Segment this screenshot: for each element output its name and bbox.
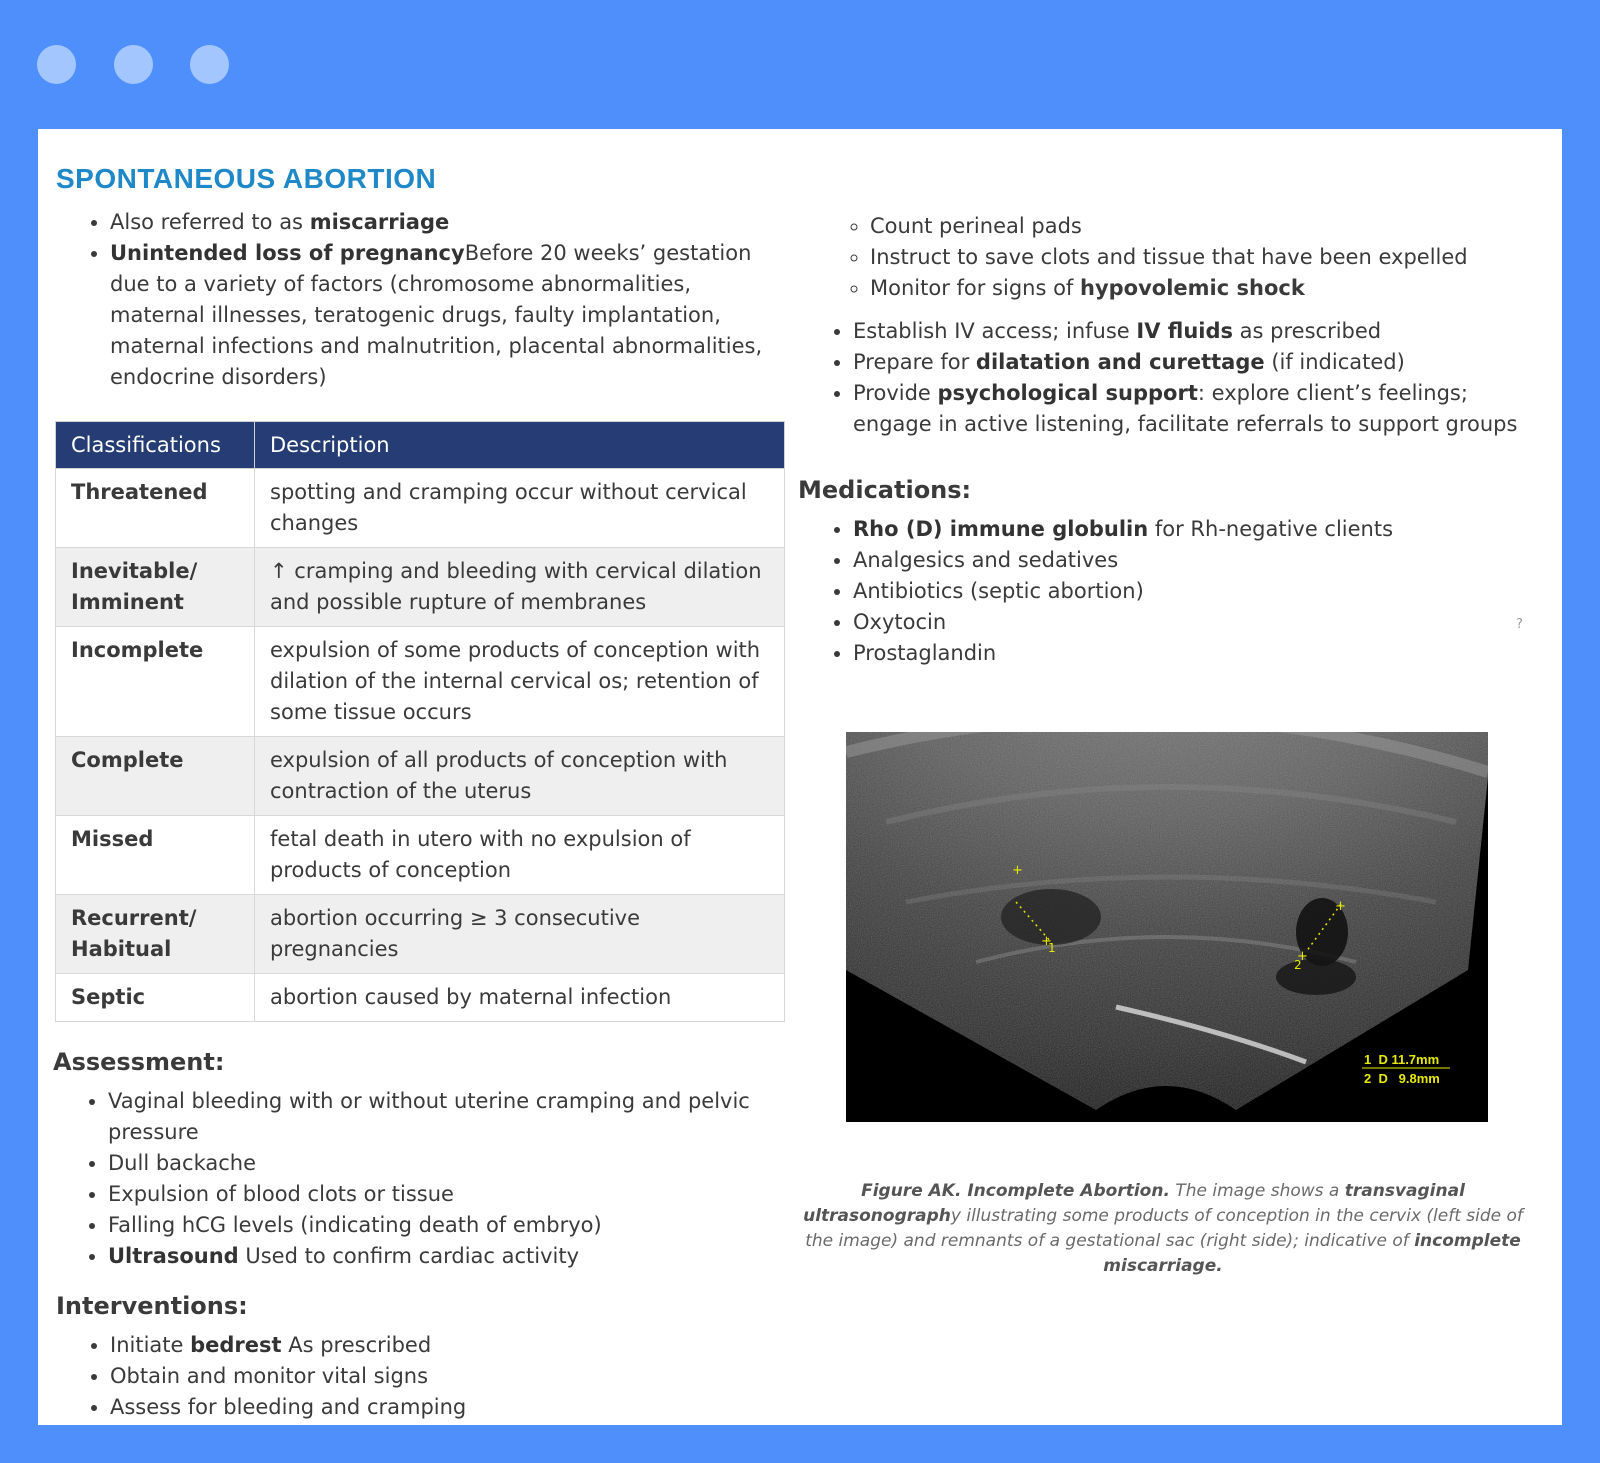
list-item bbox=[110, 207, 778, 238]
medications-heading: Medications: bbox=[798, 476, 972, 504]
item-text: Prepare for bbox=[853, 350, 976, 374]
item-text: Dull backache bbox=[108, 1151, 257, 1175]
table-header-row bbox=[56, 422, 785, 469]
caption-text: y illustrating some products of conception in the cervix (left side of the image) and remnants of a gestational sac (right side); indicative of bbox=[805, 1206, 1523, 1251]
item-bold-text: bedrest bbox=[190, 1333, 282, 1357]
item-text: Falling hCG levels (indicating death of embryo) bbox=[108, 1213, 602, 1237]
svg-text:+: + bbox=[1012, 863, 1023, 878]
item-text: Vaginal bleeding with or without uterine cramping and pelvic pressure bbox=[108, 1089, 750, 1144]
item-bold-text: Unintended loss of pregnancy bbox=[110, 241, 465, 265]
item-bold-text: dilatation and curettage bbox=[975, 350, 1265, 374]
classification-cell: Septic bbox=[56, 974, 255, 1022]
marker-1-label: 1 bbox=[1048, 941, 1056, 955]
item-text: Instruct to save clots and tissue that have been expelled bbox=[870, 245, 1468, 269]
list-item bbox=[108, 1086, 778, 1148]
caption-text: The image shows a bbox=[1169, 1181, 1345, 1201]
table-row bbox=[56, 737, 785, 816]
measurement-2: 2 D 9.8mm bbox=[1364, 1071, 1440, 1086]
item-text: as prescribed bbox=[1233, 319, 1382, 343]
item-text: Assess for bleeding and cramping bbox=[110, 1395, 467, 1419]
item-text: Analgesics and sedatives bbox=[853, 548, 1119, 572]
item-text: As prescribed bbox=[281, 1333, 432, 1357]
classification-cell: Threatened bbox=[56, 469, 255, 548]
svg-text:+: + bbox=[1335, 899, 1346, 914]
classification-cell: Recurrent/ Habitual bbox=[56, 895, 255, 974]
caption-label: Figure AK. Incomplete Abortion. bbox=[861, 1181, 1170, 1201]
description-cell: ↑ cramping and bleeding with cervical dilation and possible rupture of membranes bbox=[255, 548, 785, 627]
table-row bbox=[56, 895, 785, 974]
ultrasound-graphic bbox=[846, 732, 1488, 1122]
list-item bbox=[853, 576, 1528, 607]
svg-text:+: + bbox=[1041, 934, 1052, 949]
figure-caption bbox=[803, 1179, 1523, 1279]
table-row bbox=[56, 469, 785, 548]
medications-list bbox=[798, 514, 1528, 669]
interventions-more-list bbox=[798, 316, 1528, 440]
right-column bbox=[798, 207, 1528, 669]
item-text: Used to confirm cardiac activity bbox=[238, 1244, 580, 1268]
list-item bbox=[853, 347, 1528, 378]
classification-cell: Incomplete bbox=[56, 627, 255, 737]
item-text: (if indicated) bbox=[1264, 350, 1405, 374]
item-text: Oxytocin bbox=[853, 610, 947, 634]
list-item bbox=[110, 1361, 778, 1392]
description-cell: fetal death in utero with no expulsion of products of conception bbox=[255, 816, 785, 895]
ultrasound-image bbox=[846, 732, 1488, 1122]
classification-cell: Inevitable/ Imminent bbox=[56, 548, 255, 627]
description-cell: expulsion of all products of conception with contraction of the uterus bbox=[255, 737, 785, 816]
item-text: Establish IV access; infuse bbox=[853, 319, 1137, 343]
caption-bold-text: incomplete miscarriage. bbox=[1103, 1231, 1521, 1276]
item-text: Obtain and monitor vital signs bbox=[110, 1364, 429, 1388]
table-row bbox=[56, 974, 785, 1022]
assessment-list bbox=[53, 1086, 778, 1272]
item-bold-text: miscarriage bbox=[309, 210, 450, 234]
classification-cell: Complete bbox=[56, 737, 255, 816]
item-bold-text: Ultrasound bbox=[108, 1244, 239, 1268]
table-row bbox=[56, 627, 785, 737]
list-item bbox=[853, 316, 1528, 347]
caption-bold-text: transvaginal ultrasonograph bbox=[803, 1181, 1465, 1226]
item-text: for Rh-negative clients bbox=[1148, 517, 1394, 541]
item-text: Also referred to as bbox=[110, 210, 310, 234]
window-dot[interactable] bbox=[190, 45, 229, 84]
classification-cell: Missed bbox=[56, 816, 255, 895]
list-item bbox=[853, 378, 1528, 440]
list-item bbox=[870, 211, 1528, 242]
left-column bbox=[53, 207, 778, 1423]
window-dot[interactable] bbox=[114, 45, 153, 84]
item-text: Provide bbox=[853, 381, 938, 405]
document-page bbox=[38, 129, 1562, 1425]
item-text: Expulsion of blood clots or tissue bbox=[108, 1182, 454, 1206]
item-text: Before 20 weeks’ gestation due to a variety of factors (chromosome abnormalities, maternal illnesses, teratogenic drugs, faulty implantation, maternal infections and malnutrition, placental abnormalities, endocrine disorders) bbox=[110, 241, 763, 389]
list-item bbox=[108, 1179, 778, 1210]
description-cell: spotting and cramping occur without cervical changes bbox=[255, 469, 785, 548]
window-dot[interactable] bbox=[37, 45, 76, 84]
description-cell: expulsion of some products of conception with dilation of the internal cervical os; retention of some tissue occurs bbox=[255, 627, 785, 737]
assessment-heading: Assessment: bbox=[53, 1048, 225, 1076]
table-row bbox=[56, 548, 785, 627]
marker-2-label: 2 bbox=[1294, 958, 1302, 972]
list-item bbox=[853, 514, 1528, 545]
item-text: Antibiotics (septic abortion) bbox=[853, 579, 1144, 603]
interventions-list bbox=[53, 1330, 778, 1423]
table-row bbox=[56, 816, 785, 895]
item-bold-text: psychological support bbox=[937, 381, 1198, 405]
item-bold-text: IV fluids bbox=[1136, 319, 1233, 343]
list-item bbox=[110, 1330, 778, 1361]
svg-text:+: + bbox=[1297, 949, 1308, 964]
classification-table bbox=[55, 421, 785, 1022]
item-text: Count perineal pads bbox=[870, 214, 1082, 238]
intro-list bbox=[53, 207, 778, 393]
list-item bbox=[853, 607, 1528, 638]
list-item bbox=[853, 545, 1528, 576]
item-text: : explore client’s feelings; engage in active listening, facilitate referrals to support groups bbox=[853, 381, 1518, 436]
description-cell: abortion occurring ≥ 3 consecutive pregnancies bbox=[255, 895, 785, 974]
item-bold-text: Rho (D) immune globulin bbox=[853, 517, 1149, 541]
list-item bbox=[110, 1392, 778, 1423]
interventions-heading: Interventions: bbox=[56, 1292, 248, 1320]
item-bold-text: hypovolemic shock bbox=[1080, 276, 1305, 300]
item-text: Initiate bbox=[110, 1333, 191, 1357]
stray-mark: ? bbox=[1516, 617, 1523, 632]
page-title: SPONTANEOUS ABORTION bbox=[56, 163, 437, 194]
list-item bbox=[108, 1148, 778, 1179]
list-item bbox=[853, 638, 1528, 669]
description-cell: abortion caused by maternal infection bbox=[255, 974, 785, 1022]
list-item bbox=[110, 238, 778, 393]
list-item bbox=[870, 242, 1528, 273]
interventions-sub-list bbox=[798, 211, 1528, 304]
column-header-description: Description bbox=[255, 422, 785, 469]
list-item bbox=[108, 1241, 778, 1272]
item-text: Prostaglandin bbox=[853, 641, 997, 665]
list-item bbox=[108, 1210, 778, 1241]
list-item bbox=[870, 273, 1528, 304]
measurement-1: 1 D 11.7mm bbox=[1364, 1052, 1440, 1067]
item-text: Monitor for signs of bbox=[870, 276, 1080, 300]
column-header-classifications: Classifications bbox=[56, 422, 255, 469]
